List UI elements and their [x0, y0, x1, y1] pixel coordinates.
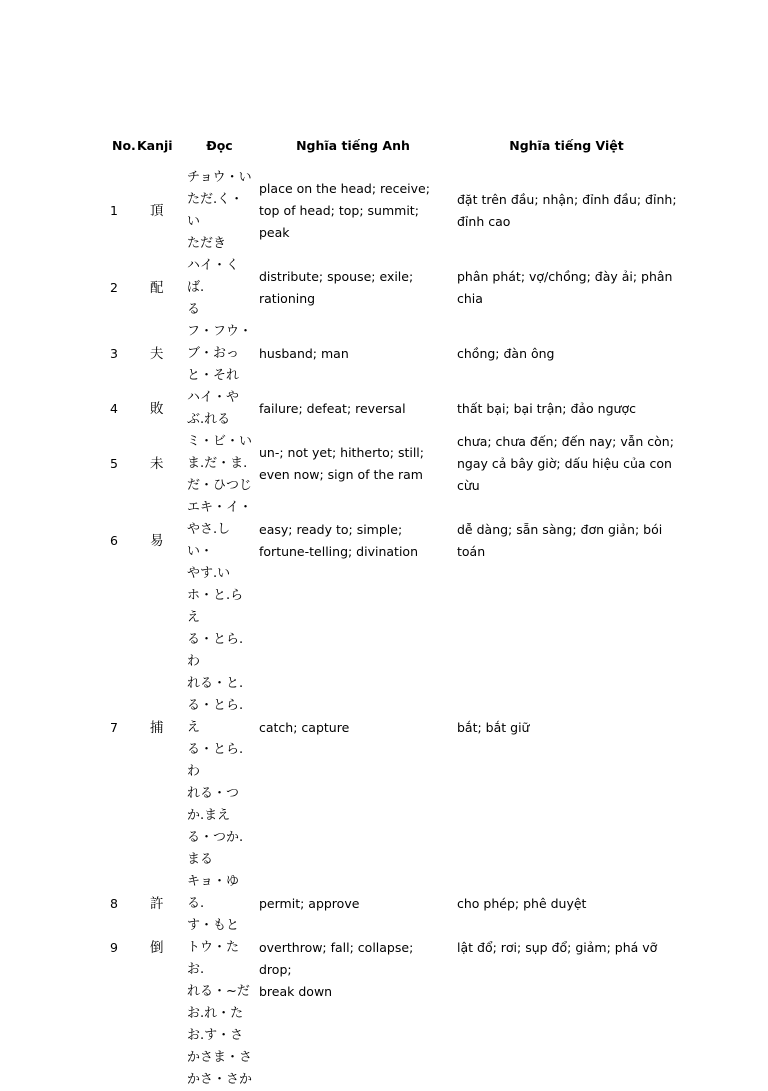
kanji-reading-line: る・とら.え — [187, 698, 244, 735]
kanji-vocabulary-table — [107, 135, 682, 1091]
kanji-reading-line: お.れ・た — [187, 1006, 244, 1021]
vietnamese-meaning-line: dễ dàng; sẵn sàng; đơn giản; bói — [457, 522, 663, 537]
kanji-reading — [184, 167, 255, 255]
table-row — [107, 871, 682, 937]
kanji-reading-line: エキ・イ・ — [187, 500, 253, 515]
kanji-reading — [184, 431, 255, 497]
row-number: 2 — [110, 280, 118, 295]
english-meaning-line: overthrow; fall; collapse; drop; — [259, 940, 414, 977]
english-meaning-line: break down — [259, 984, 333, 999]
row-number: 7 — [110, 720, 118, 735]
kanji-reading-line: れる・つ — [187, 786, 240, 801]
vietnamese-meaning-line: cừu — [457, 478, 480, 493]
table-row — [107, 387, 682, 431]
table-row — [107, 431, 682, 497]
kanji-reading — [184, 387, 255, 431]
english-meaning-line: un-; not yet; hitherto; still; — [259, 445, 424, 460]
table-row — [107, 937, 682, 1091]
english-meaning-line: rationing — [259, 291, 316, 306]
table-row — [107, 585, 682, 871]
row-number: 5 — [110, 456, 118, 471]
vietnamese-meaning — [451, 871, 682, 937]
kanji-reading-line: る・つか. — [187, 830, 244, 845]
header-reading: Đọc — [206, 138, 233, 153]
kanji-reading-line: かさ・さか — [187, 1072, 253, 1087]
kanji-reading-line: ブ・おっ — [187, 346, 240, 361]
vietnamese-meaning-line: phân phát; vợ/chồng; đày ải; phân — [457, 269, 673, 284]
kanji-reading-line: やす.い — [187, 566, 231, 581]
vietnamese-meaning-line: chia — [457, 291, 483, 306]
kanji-reading-line: す・もと — [187, 918, 240, 933]
header-kanji: Kanji — [137, 138, 173, 153]
english-meaning-line: easy; ready to; simple; — [259, 522, 403, 537]
english-meaning — [255, 321, 451, 387]
kanji-reading-line: れる・~だ — [187, 984, 250, 999]
english-meaning-line: distribute; spouse; exile; — [259, 269, 414, 284]
english-meaning — [255, 255, 451, 321]
vietnamese-meaning — [451, 255, 682, 321]
kanji-reading-line: る — [187, 302, 201, 317]
vietnamese-meaning — [451, 497, 682, 585]
vietnamese-meaning — [451, 387, 682, 431]
english-meaning-line: even now; sign of the ram — [259, 467, 423, 482]
header-no: No. — [112, 138, 136, 153]
vietnamese-meaning — [451, 321, 682, 387]
vietnamese-meaning-line: ngay cả bây giờ; dấu hiệu của con — [457, 456, 672, 471]
kanji-reading — [184, 255, 255, 321]
table-row — [107, 321, 682, 387]
row-number: 1 — [110, 203, 118, 218]
kanji-reading-line: ただき — [187, 236, 227, 251]
kanji-character: 未 — [150, 456, 164, 472]
english-meaning-line: failure; defeat; reversal — [259, 401, 406, 416]
english-meaning — [255, 387, 451, 431]
english-meaning-line: peak — [259, 225, 290, 240]
vietnamese-meaning — [451, 585, 682, 871]
header-vietnamese-meaning: Nghĩa tiếng Việt — [509, 138, 624, 153]
kanji-reading-line: る・とら.わ — [187, 632, 244, 669]
kanji-reading-line: ま.だ・ま. — [187, 456, 248, 471]
kanji-reading-line: ホ・と.らえ — [187, 588, 244, 625]
row-number: 9 — [110, 940, 118, 955]
kanji-character: 許 — [150, 896, 164, 912]
vietnamese-meaning-line: toán — [457, 544, 486, 559]
english-meaning — [255, 871, 451, 937]
table-row — [107, 255, 682, 321]
kanji-reading — [184, 585, 255, 871]
table-row — [107, 497, 682, 585]
kanji-reading-line: と・それ — [187, 368, 240, 383]
kanji-reading-line: かさま・さ — [187, 1050, 253, 1065]
vietnamese-meaning-line: đỉnh cao — [457, 214, 511, 229]
kanji-reading-line: フ・フウ・ — [187, 324, 253, 339]
header-english-meaning: Nghĩa tiếng Anh — [296, 138, 410, 153]
kanji-character: 敗 — [150, 401, 164, 417]
vietnamese-meaning-line: chưa; chưa đến; đến nay; vẫn còn; — [457, 434, 674, 449]
kanji-character: 配 — [150, 280, 164, 296]
vietnamese-meaning-line: cho phép; phê duyệt — [457, 896, 587, 911]
kanji-reading-line: ミ・ビ・い — [187, 434, 253, 449]
table-row — [107, 167, 682, 255]
english-meaning — [255, 167, 451, 255]
vietnamese-meaning-line: lật đổ; rơi; sụp đổ; giảm; phá vỡ — [457, 940, 658, 955]
table-header-row — [107, 135, 682, 167]
vietnamese-meaning-line: thất bại; bại trận; đảo ngược — [457, 401, 636, 416]
kanji-character: 頂 — [150, 203, 164, 219]
kanji-reading — [184, 937, 255, 1091]
english-meaning-line: husband; man — [259, 346, 349, 361]
kanji-reading-line: ただ.く・い — [187, 192, 244, 229]
kanji-reading-line: まる — [187, 852, 214, 867]
kanji-reading-line: キョ・ゆる. — [187, 874, 240, 911]
english-meaning — [255, 497, 451, 585]
vietnamese-meaning — [451, 937, 682, 1091]
kanji-reading — [184, 497, 255, 585]
kanji-reading-line: だ・ひつじ — [187, 478, 253, 493]
kanji-character: 夫 — [150, 346, 164, 362]
kanji-reading-line: ハイ・くば. — [187, 258, 240, 295]
vietnamese-meaning-line: chồng; đàn ông — [457, 346, 555, 361]
english-meaning-line: permit; approve — [259, 896, 360, 911]
english-meaning-line: fortune-telling; divination — [259, 544, 418, 559]
kanji-reading — [184, 871, 255, 937]
english-meaning — [255, 937, 451, 1091]
kanji-reading-line: やさ.しい・ — [187, 522, 231, 559]
english-meaning-line: place on the head; receive; — [259, 181, 430, 196]
kanji-reading-line: る・とら.わ — [187, 742, 244, 779]
row-number: 6 — [110, 533, 118, 548]
row-number: 4 — [110, 401, 118, 416]
kanji-reading-line: チョウ・い — [187, 170, 252, 185]
kanji-reading-line: お.す・さ — [187, 1028, 244, 1043]
row-number: 8 — [110, 896, 118, 911]
kanji-reading-line: トウ・たお. — [187, 940, 240, 977]
kanji-character: 捕 — [150, 720, 164, 736]
table-body — [107, 167, 682, 1091]
kanji-reading-line: ぶ.れる — [187, 412, 231, 427]
vietnamese-meaning-line: bắt; bắt giữ — [457, 720, 530, 735]
vietnamese-meaning — [451, 431, 682, 497]
row-number: 3 — [110, 346, 118, 361]
english-meaning-line: catch; capture — [259, 720, 350, 735]
english-meaning — [255, 585, 451, 871]
kanji-reading-line: れる・と. — [187, 676, 244, 691]
kanji-reading-line: ハイ・や — [187, 390, 240, 405]
vietnamese-meaning-line: đặt trên đầu; nhận; đỉnh đầu; đỉnh; — [457, 192, 677, 207]
english-meaning-line: top of head; top; summit; — [259, 203, 419, 218]
kanji-reading — [184, 321, 255, 387]
kanji-character: 倒 — [150, 940, 164, 956]
kanji-reading-line: か.まえ — [187, 808, 231, 823]
english-meaning — [255, 431, 451, 497]
kanji-character: 易 — [150, 533, 164, 549]
vietnamese-meaning — [451, 167, 682, 255]
